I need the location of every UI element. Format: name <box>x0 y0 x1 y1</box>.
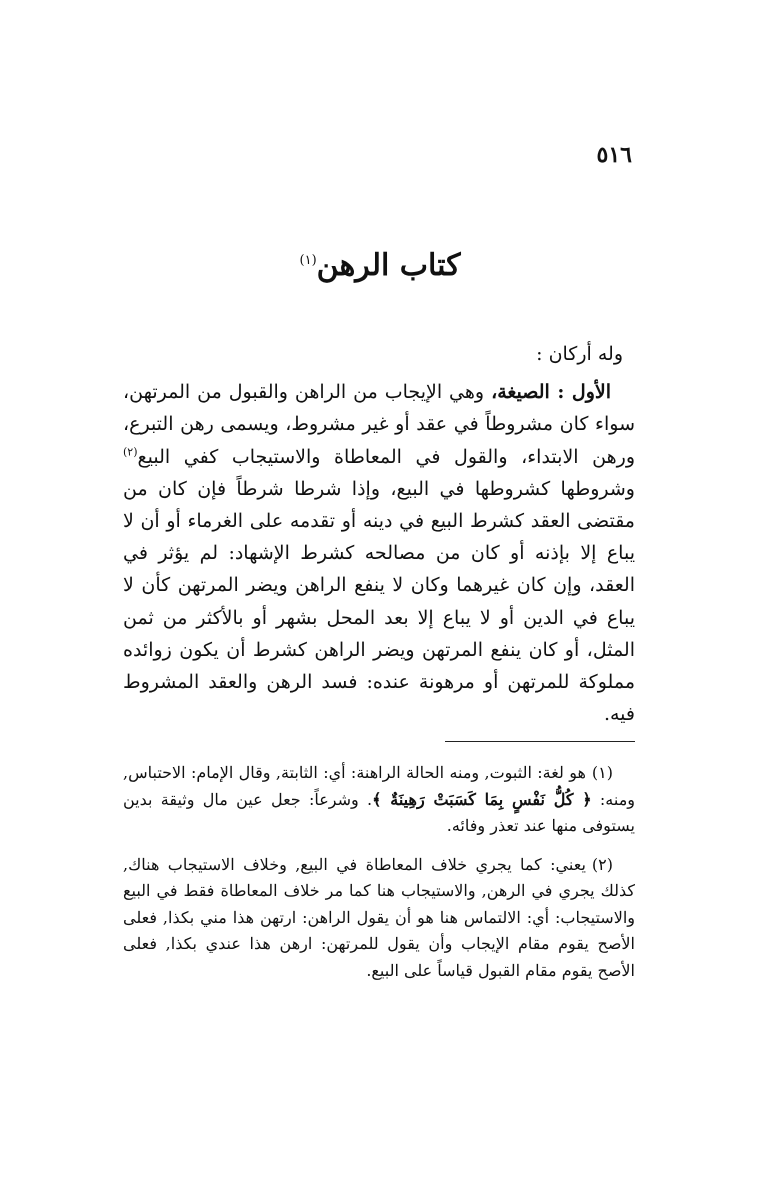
chapter-title-text: كتاب الرهن <box>316 248 461 283</box>
footnote-text: يعني: كما يجري خلاف المعاطاة في البيع, وخلاف الاستيجاب هناك, كذلك يجري في الرهن, والاستيجاب هنا كما مر خلاف المعاطاة فقط في البيع والاستيجاب: أي: الالتماس هنا هو أن يقول الراهن: ارتهن هذا مني بكذا, فعلى الأصح يقوم مقام الإيجاب وأن يقول للمرتهن: ارهن هذا عندي بكذا, فعلى الأصح يقوم مقام القبول قياساً على البيع. <box>123 854 635 980</box>
chapter-title <box>0 248 760 283</box>
intro-line: وله أركان : <box>536 343 623 365</box>
footnote-text-a: هو لغة: الثبوت, ومنه الحالة الراهنة: أي: الثابتة, وقال الإمام: الاحتباس, ومنه: <box>123 763 635 809</box>
pillar-heading: الأول : الصيغة، <box>491 381 611 404</box>
page-number: ٥١٦ <box>596 142 632 168</box>
footnote-ref-2: (٢) <box>123 445 138 459</box>
footnote-1 <box>123 760 635 840</box>
footnotes <box>123 760 635 996</box>
paragraph-text-a: وهي الإيجاب من الراهن والقبول من المرتهن، سواء كان مشروطاً في عقد أو غير مشروط، ويسمى رهن التبرع، ورهن الابتداء، والقول في المعاطاة والاستيجاب كفي البيع <box>123 381 635 468</box>
footnote-number: (٢) <box>591 854 613 874</box>
main-text <box>123 338 635 730</box>
footnote-number: (١) <box>591 763 613 782</box>
paragraph-first-pillar <box>123 376 635 730</box>
quran-verse: ﴿ كُلُّ نَفْسٍ بِمَا كَسَبَتْ رَهِينَةٌ ﴾ <box>372 789 592 809</box>
footnote-text-b: . وشرعاً: جعل عين مال وثيقة بدين يستوفى منها عند تعذر وفائه. <box>123 789 635 835</box>
footnote-divider <box>445 741 635 742</box>
paragraph-text-b: وشروطها كشروطها في البيع، وإذا شرطا شرطاً فإن كان من مقتضى العقد كشرط البيع في دينه أو تقدمه على الغرماء أو أن لا يباع إلا بإذنه أو كان من مصالحه كشرط الإشهاد: لم يؤثر في العقد، وإن كان غيرهما وكان لا ينفع الراهن ويضر المرتهن كأن لا يباع في الدين أو لا يباع إلا بعد المحل بشهر أو بالأكثر من ثمن المثل، أو كان ينفع المرتهن ويضر الراهن كشرط أن يكون زوائده مملوكة للمرتهن أو مرهونة عنده: فسد الرهن والعقد المشروط فيه. <box>123 477 635 726</box>
title-footnote-ref: (١) <box>299 253 317 268</box>
footnote-2 <box>123 852 635 985</box>
